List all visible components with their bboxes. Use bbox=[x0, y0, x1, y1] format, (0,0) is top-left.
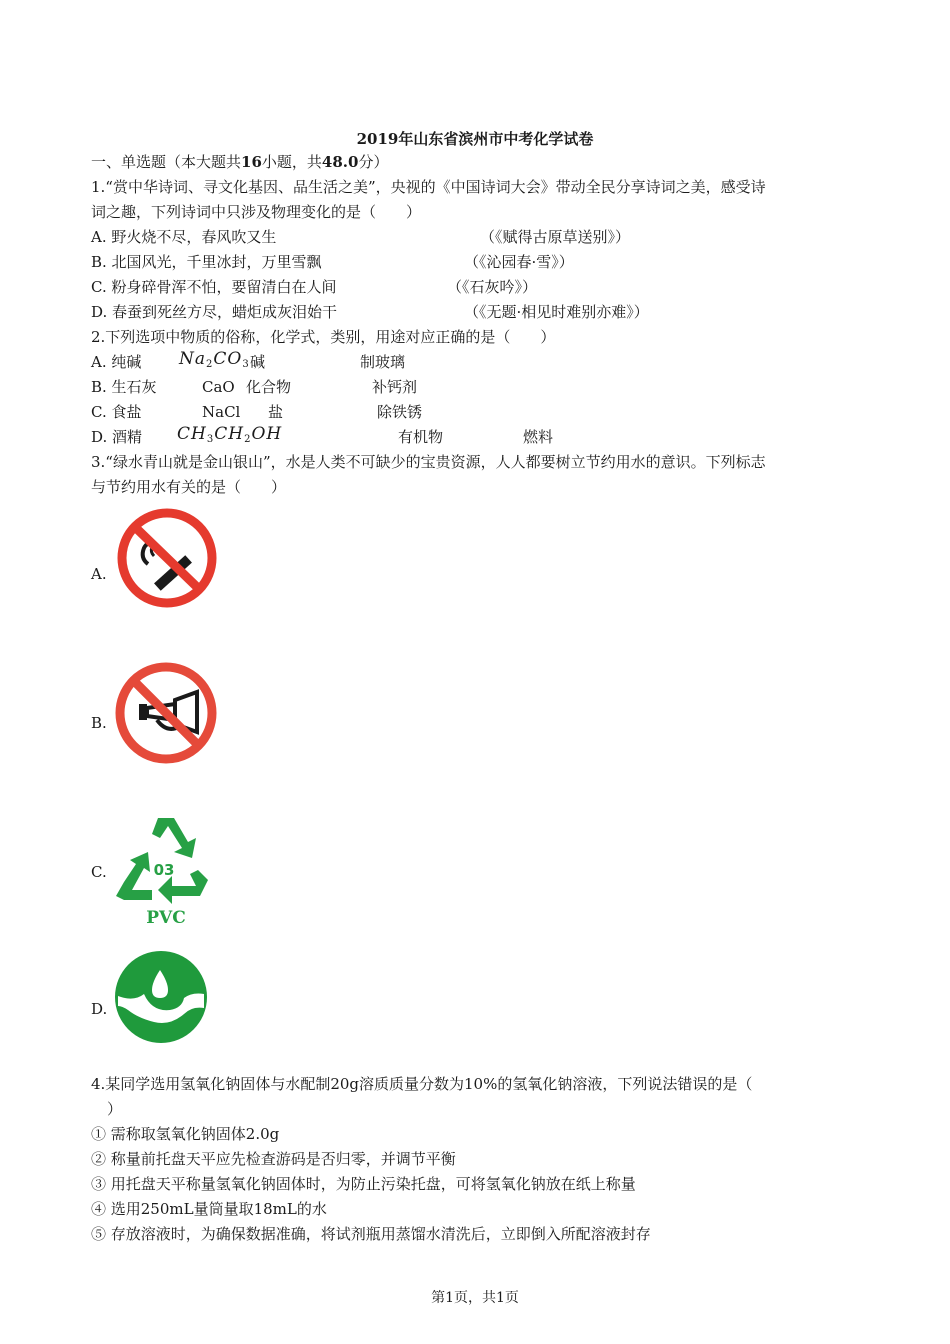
q2-stem: 2.下列选项中物质的俗称，化学式，类别，用途对应正确的是（ ） bbox=[91, 328, 556, 346]
q1-option-c: C. 粉身碎骨浑不怕，要留清白在人间 bbox=[91, 278, 337, 296]
q3-option-d-label: D. bbox=[91, 1000, 108, 1018]
q1-option-c-source: （《石灰吟》） bbox=[447, 278, 538, 296]
no-smoking-icon bbox=[114, 506, 220, 610]
q3-stem-line2: 与节约用水有关的是（ ） bbox=[91, 478, 287, 496]
page-title: 2019年山东省滨州市中考化学试卷 bbox=[356, 130, 594, 148]
q4-stem-line2: ） bbox=[107, 1100, 123, 1118]
q3-stem-line1: 3.“绿水青山就是金山银山”，水是人类不可缺少的宝贵资源，人人都要树立节约用水的意识。下列标志 bbox=[91, 453, 766, 471]
q2-row-c-category: 盐 bbox=[268, 403, 284, 421]
q3-option-a-label: A. bbox=[91, 565, 107, 583]
q4-statement-3: ③ 用托盘天平称量氢氧化钠固体时，为防止污染托盘，可将氢氧化钠放在纸上称量 bbox=[91, 1175, 636, 1193]
q4-stem-line1: 4.某同学选用氢氧化钠固体与水配制20g溶质质量分数为10%的氢氧化钠溶液，下列说法错误的是（ bbox=[91, 1075, 753, 1093]
page-footer: 第1页，共1页 bbox=[431, 1290, 519, 1306]
q2-row-b-use: 补钙剂 bbox=[372, 378, 418, 396]
q2-row-d-category: 有机物 bbox=[398, 428, 444, 446]
q2-row-a-use: 制玻璃 bbox=[360, 353, 406, 371]
recycle-pvc-symbol bbox=[112, 808, 220, 932]
q4-statement-5: ⑤ 存放溶液时，为确保数据准确，将试剂瓶用蒸馏水清洗后，立即倒入所配溶液封存 bbox=[91, 1225, 651, 1243]
q2-row-d-formula: $CH_3CH_2OH$ bbox=[177, 424, 283, 445]
recycle-code: 03 bbox=[153, 861, 175, 879]
q3-option-c-label: C. bbox=[91, 863, 107, 881]
q2-row-d-use: 燃料 bbox=[523, 428, 554, 446]
q1-option-d: D. 春蚕到死丝方尽，蜡炬成灰泪始干 bbox=[91, 303, 338, 321]
recycle-material: PVC bbox=[146, 908, 186, 928]
no-horn-icon bbox=[113, 660, 219, 766]
q2-row-b-formula: CaO bbox=[202, 378, 235, 396]
q2-row-d-label: D. 酒精 bbox=[91, 428, 143, 446]
q3-option-b-label: B. bbox=[91, 714, 107, 732]
water-saving-icon bbox=[114, 950, 208, 1044]
q1-stem-line2: 词之趣，下列诗词中只涉及物理变化的是（ ） bbox=[91, 203, 422, 221]
section-header: 一、单选题（本大题共16小题，共48.0分） bbox=[91, 153, 389, 171]
q2-row-a-category: 碱 bbox=[250, 353, 266, 371]
q1-stem-line1: 1.“赏中华诗词、寻文化基因、品生活之美”，央视的《中国诗词大会》带动全民分享诗词之美，感受诗 bbox=[91, 178, 766, 196]
q1-option-b: B. 北国风光，千里冰封，万里雪飘 bbox=[91, 253, 322, 271]
q2-row-b-label: B. 生石灰 bbox=[91, 378, 157, 396]
q4-statement-1: ① 需称取氢氧化钠固体2.0g bbox=[91, 1125, 280, 1143]
q2-row-c-formula: NaCl bbox=[202, 403, 241, 421]
recycle-pvc-icon bbox=[112, 808, 220, 912]
q1-option-d-source: （《无题·相见时难别亦难》） bbox=[464, 303, 649, 321]
q2-row-b-category: 化合物 bbox=[246, 378, 292, 396]
q1-option-a: A. 野火烧不尽，春风吹又生 bbox=[91, 228, 277, 246]
q4-statement-4: ④ 选用250mL量筒量取18mL的水 bbox=[91, 1200, 327, 1218]
q2-row-c-label: C. 食盐 bbox=[91, 403, 142, 421]
q1-option-a-source: （《赋得古原草送别》） bbox=[480, 228, 631, 246]
q1-option-b-source: （《沁园春·雪》） bbox=[464, 253, 574, 271]
q2-row-c-use: 除铁锈 bbox=[377, 403, 423, 421]
q4-statement-2: ② 称量前托盘天平应先检查游码是否归零，并调节平衡 bbox=[91, 1150, 456, 1168]
q2-row-a-label: A. 纯碱 bbox=[91, 353, 142, 371]
q2-row-a-formula: $Na_2CO_3$ bbox=[179, 349, 250, 370]
